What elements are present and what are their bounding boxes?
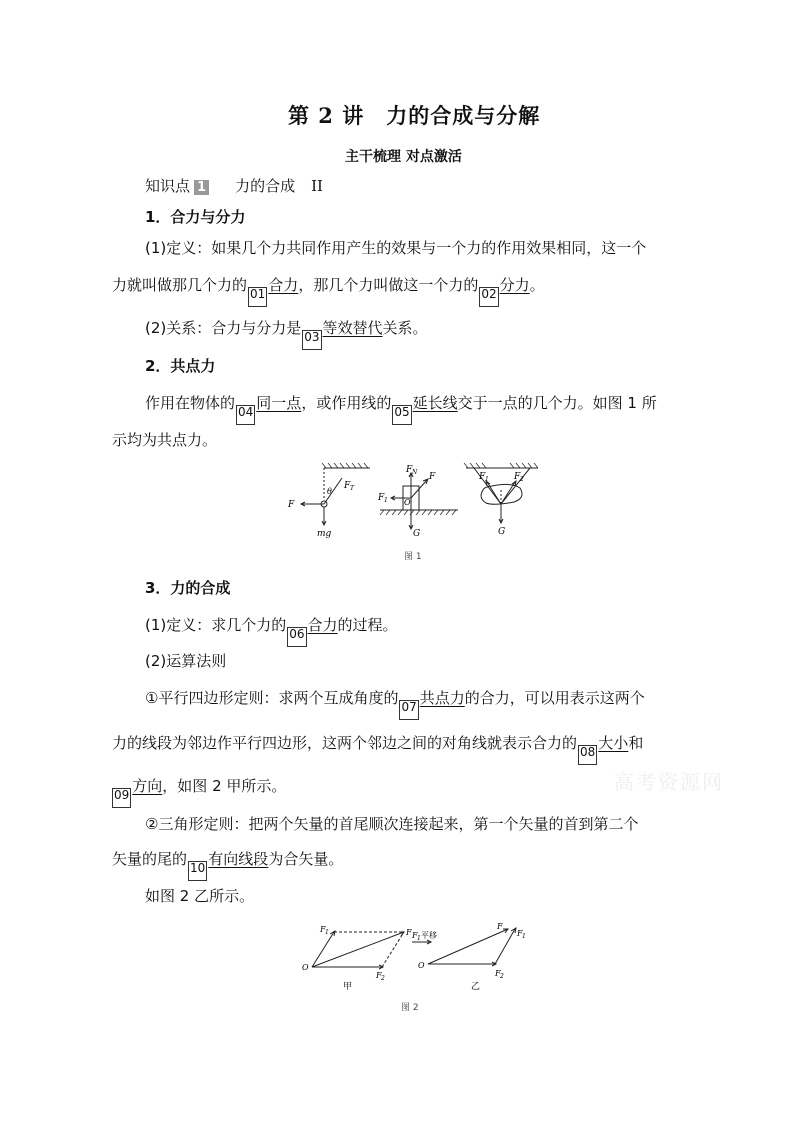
answer-text: 同一点 bbox=[256, 394, 302, 412]
answer-text: 有向线段 bbox=[208, 850, 269, 868]
section-subtitle: 主干梳理 对点激活 bbox=[345, 149, 462, 165]
answer-number: 07 bbox=[399, 700, 418, 720]
text: 为合矢量。 bbox=[268, 850, 344, 868]
text: (2)关系：合力与分力是 bbox=[145, 319, 302, 337]
label-FN: F bbox=[406, 465, 413, 475]
label-Ob: O bbox=[418, 961, 425, 970]
s3-r2-c: 如图 2 乙所示。 bbox=[145, 887, 255, 905]
answer-number: 02 bbox=[479, 287, 498, 307]
label-F2b: F bbox=[514, 472, 521, 482]
text: 的过程。 bbox=[337, 616, 398, 634]
answer-text: 共点力 bbox=[419, 689, 465, 707]
s3-r1-a bbox=[145, 688, 645, 720]
s3-def bbox=[145, 615, 398, 647]
label-F1-sub: 1 bbox=[384, 497, 388, 504]
text: 力的线段为邻边作平行四边形，这两个邻边之间的对角线就表示合力的 bbox=[112, 734, 578, 752]
text: ①平行四边形定则：求两个互成角度的 bbox=[145, 689, 399, 707]
label-F2: F bbox=[376, 971, 382, 980]
label-F2b-sub: 2 bbox=[500, 973, 504, 980]
label-jia: 甲 bbox=[343, 982, 353, 992]
text: 交于一点的几个力。如图 1 所 bbox=[457, 394, 657, 412]
s1-relation bbox=[145, 318, 428, 350]
s3-r1-b bbox=[112, 733, 643, 765]
answer-number: 01 bbox=[248, 287, 267, 307]
answer-text: 合力 bbox=[307, 616, 338, 634]
label-FT-sub: T bbox=[350, 485, 355, 492]
label-O: O bbox=[302, 963, 309, 972]
label-theta: θ bbox=[327, 487, 332, 496]
label-FN-sub: N bbox=[412, 469, 418, 476]
label-F: F bbox=[406, 928, 412, 937]
figure-2-caption: 图 2 bbox=[401, 1003, 419, 1013]
label-shift: F bbox=[412, 931, 418, 940]
s1-def-a: (1)定义：如果几个力共同作用产生的效果与一个力的作用效果相同，这一个 bbox=[145, 239, 647, 257]
s3-rule: (2)运算法则 bbox=[145, 652, 227, 670]
answer-text: 方向 bbox=[132, 777, 163, 795]
text: ，那几个力叫做这一个力的 bbox=[298, 276, 479, 294]
kp-label: 知识点 bbox=[145, 177, 191, 195]
label-F1: F bbox=[378, 493, 385, 503]
answer-text: 延长线 bbox=[412, 394, 458, 412]
label-F1b-sub: 1 bbox=[485, 476, 489, 483]
label-F: F bbox=[288, 500, 295, 510]
text: 矢量的尾的 bbox=[112, 850, 188, 868]
answer-number: 10 bbox=[188, 861, 207, 881]
text: 。 bbox=[529, 276, 545, 294]
label-O: O bbox=[404, 498, 411, 507]
label-F1-sub: 1 bbox=[325, 929, 329, 936]
text: 力就叫做那几个力的 bbox=[112, 276, 248, 294]
text: 关系。 bbox=[382, 319, 428, 337]
answer-text: 大小 bbox=[598, 734, 629, 752]
s3-heading: 3．力的合成 bbox=[145, 579, 231, 597]
label-F1b: F bbox=[479, 472, 486, 482]
kp-name: 力的合成 bbox=[235, 177, 296, 195]
label-G2: G bbox=[498, 527, 506, 537]
label-F2-sub: 2 bbox=[381, 975, 385, 982]
label-F1b: F bbox=[517, 929, 523, 938]
label-G: G bbox=[413, 529, 421, 539]
fig1-block bbox=[380, 473, 458, 529]
answer-number: 04 bbox=[236, 405, 255, 425]
s3-r1-c bbox=[112, 776, 286, 808]
answer-number: 03 bbox=[302, 330, 321, 350]
s1-heading: 1．合力与分力 bbox=[145, 208, 246, 226]
text: ，如图 2 甲所示。 bbox=[162, 777, 287, 795]
s3-r2-a: ②三角形定则：把两个矢量的首尾顺次连接起来，第一个矢量的首到第二个 bbox=[145, 815, 639, 833]
answer-number: 09 bbox=[112, 788, 131, 808]
answer-text: 合力 bbox=[268, 276, 299, 294]
text: 和 bbox=[628, 734, 644, 752]
s3-r2-b bbox=[112, 849, 343, 881]
label-Fb: F bbox=[497, 922, 503, 931]
s2-p4: 示均为共点力。 bbox=[112, 431, 218, 449]
label-F2b-sub: 2 bbox=[520, 476, 524, 483]
knowledge-point-line bbox=[145, 176, 323, 196]
text: 作用在物体的 bbox=[145, 394, 236, 412]
figure-1-caption: 图 1 bbox=[404, 552, 422, 562]
label-yi: 乙 bbox=[471, 982, 481, 992]
page-title: 第 2 讲 力的合成与分解 bbox=[288, 103, 541, 128]
answer-number: 05 bbox=[392, 405, 411, 425]
text: (1)定义：求几个力的 bbox=[145, 616, 287, 634]
answer-number: 06 bbox=[287, 627, 306, 647]
label-F1: F bbox=[320, 925, 326, 934]
fig1-pendulum bbox=[301, 463, 370, 525]
text: ，或作用线的 bbox=[301, 394, 392, 412]
label-mg: mg bbox=[317, 529, 332, 539]
answer-text: 分力 bbox=[499, 276, 530, 294]
answer-text: 等效替代 bbox=[322, 319, 383, 337]
figure-1 bbox=[280, 460, 550, 560]
label-shift-sub: 1 bbox=[417, 935, 421, 942]
watermark: 高考资源网 bbox=[614, 770, 724, 794]
label-F2b: F bbox=[495, 969, 501, 978]
kp-level: II bbox=[311, 177, 323, 195]
label-shift-text: 平移 bbox=[421, 931, 437, 940]
figure-2 bbox=[300, 918, 540, 993]
s2-heading: 2．共点力 bbox=[145, 357, 216, 375]
fig1-sling bbox=[464, 463, 538, 523]
answer-number: 08 bbox=[578, 745, 597, 765]
s1-def-b bbox=[112, 275, 545, 307]
label-FT: F bbox=[344, 481, 351, 491]
text: 的合力，可以用表示这两个 bbox=[464, 689, 645, 707]
kp-badge: 1 bbox=[194, 180, 209, 195]
s2-p bbox=[145, 393, 657, 425]
label-Fr: F bbox=[429, 472, 436, 482]
fig2-parallelogram bbox=[312, 931, 404, 969]
label-F1b-sub: 1 bbox=[522, 933, 526, 940]
